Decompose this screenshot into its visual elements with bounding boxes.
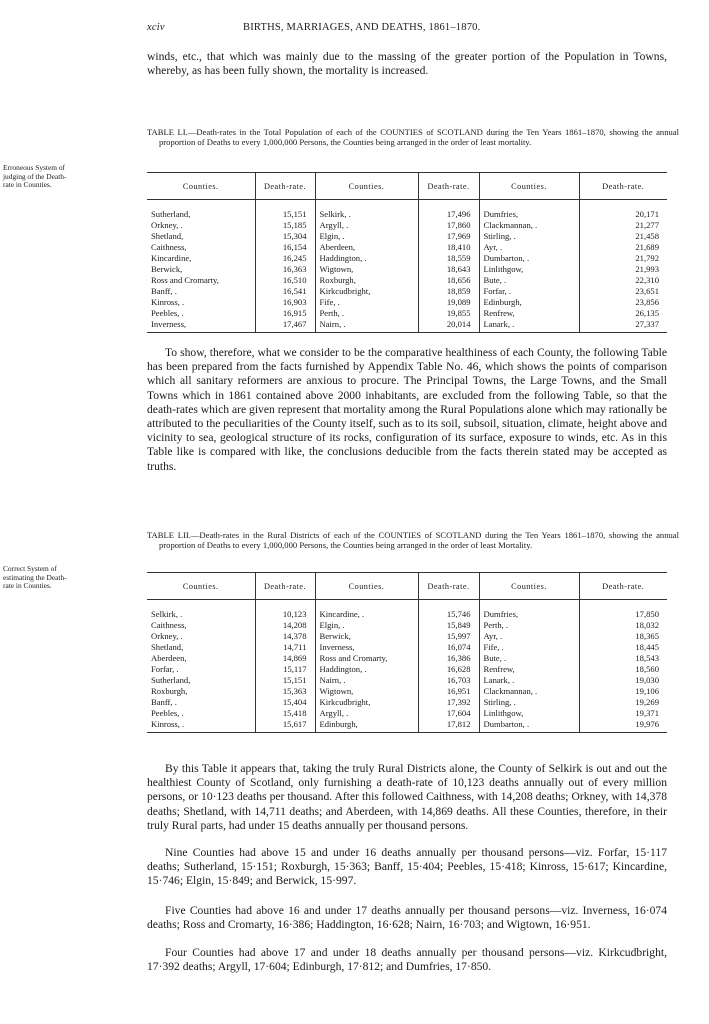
county-cell: Bute, . bbox=[479, 275, 579, 286]
table-row bbox=[147, 708, 667, 719]
county-cell: Lanark, . bbox=[479, 319, 579, 333]
death-rate-cell: 23,651 bbox=[579, 286, 667, 297]
county-cell: Ayr, . bbox=[479, 242, 579, 253]
death-rate-cell: 18,560 bbox=[579, 664, 667, 675]
county-cell: Kirkcudbright, bbox=[315, 286, 418, 297]
death-rate-cell: 16,703 bbox=[418, 675, 479, 686]
county-cell: Dumfries, bbox=[479, 609, 579, 620]
death-rate-cell: 15,185 bbox=[255, 220, 315, 231]
county-cell: Inverness, bbox=[147, 319, 255, 333]
county-cell: Peebles, . bbox=[151, 308, 184, 318]
table-row bbox=[147, 209, 667, 220]
death-rate-cell: 18,656 bbox=[418, 275, 479, 286]
death-rate-cell: 15,117 bbox=[255, 664, 315, 675]
column-header: Death-rate. bbox=[418, 573, 479, 600]
death-rate-cell: 17,496 bbox=[418, 209, 479, 220]
county-cell: Caithness, bbox=[151, 242, 187, 252]
intro-paragraph: winds, etc., that which was mainly due to the massing of the greater portion of the Population in Towns, whereby, as has been fully shown, the mortality is increased. bbox=[147, 50, 667, 78]
death-rate-cell: 17,392 bbox=[418, 697, 479, 708]
death-rate-cell: 14,711 bbox=[255, 642, 315, 653]
table-row bbox=[147, 686, 667, 697]
death-rate-cell: 15,746 bbox=[418, 609, 479, 620]
county-cell: Berwick, bbox=[315, 631, 418, 642]
death-rate-cell: 26,135 bbox=[579, 308, 667, 319]
county-cell: Dumbarton, . bbox=[479, 253, 579, 264]
county-cell: Dumfries, bbox=[479, 209, 579, 220]
death-rate-cell: 15,363 bbox=[255, 686, 315, 697]
spacer-cell bbox=[255, 200, 315, 210]
nine-counties-paragraph: Nine Counties had above 15 and under 16 deaths annually per thousand persons—viz. Forfar, 15·117 deaths; Sutherland, 15·151; Roxburgh, 15·363; Banff, 15·404; Peebles, 15·418; Kinross, 15·617; Kincardine, 15·746; Elgin, 15·849; and Berwick, 15·997. bbox=[147, 846, 667, 888]
table-row bbox=[147, 653, 667, 664]
running-title: BIRTHS, MARRIAGES, AND DEATHS, 1861–1870. bbox=[243, 22, 481, 33]
county-cell: Kirkcudbright, bbox=[315, 697, 418, 708]
county-cell: Sutherland, bbox=[151, 209, 191, 219]
death-rate-cell: 16,363 bbox=[255, 264, 315, 275]
death-rate-cell: 14,869 bbox=[255, 653, 315, 664]
column-header: Death-rate. bbox=[418, 173, 479, 200]
spacer-cell bbox=[579, 200, 667, 210]
county-cell: Kincardine, . bbox=[315, 609, 418, 620]
death-rate-cell: 18,365 bbox=[579, 631, 667, 642]
death-rate-cell: 16,541 bbox=[255, 286, 315, 297]
county-cell: Linlithgow, bbox=[479, 708, 579, 719]
death-rate-cell: 19,855 bbox=[418, 308, 479, 319]
county-cell: Sutherland, bbox=[151, 675, 191, 685]
county-cell: Haddington, . bbox=[315, 664, 418, 675]
county-cell: Perth, . bbox=[479, 620, 579, 631]
four-counties-paragraph: Four Counties had above 17 and under 18 deaths annually per thousand persons—viz. Kirkcudbright, 17·392 deaths; Argyll, 17·604; Edinburgh, 17·812; and Dumfries, 17·850. bbox=[147, 946, 667, 974]
death-rate-cell: 23,856 bbox=[579, 297, 667, 308]
table-row bbox=[147, 308, 667, 319]
county-cell: Aberdeen, bbox=[315, 242, 418, 253]
table-row bbox=[147, 253, 667, 264]
county-cell: Bute, . bbox=[479, 653, 579, 664]
explanation-paragraph: To show, therefore, what we consider to be the comparative healthiness of each County, the following Table has been prepared from the facts furnished by Appendix Table No. 46, which shows the points of comparison which all sanitary reformers are anxious to procure. The Principal Towns, the Large Towns, and the Small Towns which in 1861 contained above 2000 inhabitants, are excluded from the following Table, so that the death-rates which are given represent that mortality among the Rural Populations alone which may rationally be attributed to the peculiarities of the County itself, such as to its soil, subsoil, situation, climate, height above and vicinity to sea, geological structure of its rocks, configuration of its surface, exposure to winds, etc. As in this Table like is compared with like, the conclusions deducible from the facts therein stated may be accepted as truths. bbox=[147, 346, 668, 473]
county-cell: Roxburgh, bbox=[315, 275, 418, 286]
table-lii bbox=[147, 572, 667, 733]
column-header: Counties. bbox=[147, 173, 255, 200]
county-cell: Ross and Cromarty, bbox=[151, 275, 219, 285]
death-rate-cell: 16,245 bbox=[255, 253, 315, 264]
death-rate-cell: 17,812 bbox=[418, 719, 479, 733]
death-rate-cell: 15,997 bbox=[418, 631, 479, 642]
death-rate-cell: 19,371 bbox=[579, 708, 667, 719]
county-cell: Orkney, . bbox=[151, 631, 183, 641]
spacer-cell bbox=[255, 600, 315, 610]
column-header: Death-rate. bbox=[579, 173, 667, 200]
death-rate-cell: 19,106 bbox=[579, 686, 667, 697]
death-rate-cell: 14,378 bbox=[255, 631, 315, 642]
county-cell: Shetland, bbox=[151, 231, 184, 241]
county-cell: Ross and Cromarty, bbox=[315, 653, 418, 664]
table-row bbox=[147, 697, 667, 708]
table-row bbox=[147, 275, 667, 286]
spacer-cell bbox=[579, 600, 667, 610]
death-rate-cell: 20,171 bbox=[579, 209, 667, 220]
page-number: xciv bbox=[147, 22, 165, 33]
death-rate-cell: 18,559 bbox=[418, 253, 479, 264]
spacer-cell bbox=[418, 600, 479, 610]
county-cell: Roxburgh, bbox=[151, 686, 188, 696]
death-rate-cell: 15,404 bbox=[255, 697, 315, 708]
county-cell: Dumbarton, . bbox=[479, 719, 579, 733]
death-rate-cell: 17,850 bbox=[579, 609, 667, 620]
county-cell: Berwick, bbox=[151, 264, 183, 274]
spacer-cell bbox=[418, 200, 479, 210]
county-cell: Linlithgow, bbox=[479, 264, 579, 275]
county-cell: Banff, . bbox=[151, 286, 177, 296]
death-rate-cell: 15,617 bbox=[255, 719, 315, 733]
county-cell: Forfar, . bbox=[479, 286, 579, 297]
death-rate-cell: 21,993 bbox=[579, 264, 667, 275]
county-cell: Renfrew, bbox=[479, 664, 579, 675]
spacer-cell bbox=[315, 200, 418, 210]
county-cell: Clackmannan, . bbox=[479, 220, 579, 231]
death-rate-cell: 16,154 bbox=[255, 242, 315, 253]
table-lii-caption: TABLE LII.—Death-rates in the Rural Districts of each of the COUNTIES of SCOTLAND during the Ten Years 1861–1870, showing the annual proportion of Deaths to every 1,000,000 Persons, the Counties being arranged in the order of least Mortality. bbox=[147, 530, 679, 551]
county-cell: Argyll, . bbox=[315, 220, 418, 231]
county-cell: Aberdeen, bbox=[151, 653, 187, 663]
county-cell: Elgin, . bbox=[315, 231, 418, 242]
county-cell: Fife, . bbox=[315, 297, 418, 308]
county-cell: Argyll, . bbox=[315, 708, 418, 719]
death-rate-cell: 16,951 bbox=[418, 686, 479, 697]
county-cell: Elgin, . bbox=[315, 620, 418, 631]
table-li bbox=[147, 172, 667, 333]
column-header: Death-rate. bbox=[255, 573, 315, 600]
spacer-cell bbox=[315, 600, 418, 610]
death-rate-cell: 16,386 bbox=[418, 653, 479, 664]
death-rate-cell: 19,269 bbox=[579, 697, 667, 708]
death-rate-cell: 15,849 bbox=[418, 620, 479, 631]
death-rate-cell: 15,304 bbox=[255, 231, 315, 242]
table-li-caption: TABLE LI.—Death-rates in the Total Population of each of the COUNTIES of SCOTLAND during the Ten Years 1861–1870, showing the annual proportion of Deaths to every 1,000,000 Persons, the Counties being arranged in the order of least mortality. bbox=[147, 127, 679, 148]
death-rate-cell: 19,976 bbox=[579, 719, 667, 733]
county-cell: Nairn, . bbox=[315, 319, 418, 333]
county-cell: Shetland, bbox=[151, 642, 184, 652]
county-cell: Caithness, bbox=[151, 620, 187, 630]
spacer-cell bbox=[479, 200, 579, 210]
death-rate-cell: 20,014 bbox=[418, 319, 479, 333]
county-cell: Selkirk, . bbox=[315, 209, 418, 220]
death-rate-cell: 18,445 bbox=[579, 642, 667, 653]
death-rate-cell: 18,032 bbox=[579, 620, 667, 631]
county-cell: Inverness, bbox=[315, 642, 418, 653]
table-row bbox=[147, 642, 667, 653]
death-rate-cell: 16,903 bbox=[255, 297, 315, 308]
table-li-sidenote: Erroneous System of judging of the Death-rate in Counties. bbox=[3, 163, 67, 190]
county-cell: Lanark, . bbox=[479, 675, 579, 686]
table-lii-sidenote: Correct System of estimating the Death-rate in Counties. bbox=[3, 564, 67, 591]
death-rate-cell: 16,510 bbox=[255, 275, 315, 286]
selkirk-paragraph: By this Table it appears that, taking the truly Rural Districts alone, the County of Selkirk is out and out the healthiest County of Scotland, only furnishing a death-rate of 10,123 deaths annually out of every million persons, or 10·123 deaths per thousand. After this followed Caithness, with 14,208 deaths; Orkney, with 14,378 deaths; Shetland, with 14,711 deaths; and Aberdeen, with 14,869 deaths. All these Counties, therefore, in their truly Rural parts, had under 15 deaths annually per thousand persons. bbox=[147, 762, 667, 832]
death-rate-cell: 19,089 bbox=[418, 297, 479, 308]
table-row bbox=[147, 319, 667, 333]
spacer-cell bbox=[479, 600, 579, 610]
death-rate-cell: 15,418 bbox=[255, 708, 315, 719]
table-header-row bbox=[147, 173, 667, 200]
spacer-cell bbox=[147, 600, 255, 610]
county-cell: Edinburgh, bbox=[315, 719, 418, 733]
death-rate-cell: 27,337 bbox=[579, 319, 667, 333]
spacer-cell bbox=[147, 200, 255, 210]
table-spacer-row bbox=[147, 600, 667, 610]
death-rate-cell: 15,151 bbox=[255, 209, 315, 220]
county-cell: Wigtown, bbox=[315, 264, 418, 275]
death-rate-cell: 17,467 bbox=[255, 319, 315, 333]
county-cell: Haddington, . bbox=[315, 253, 418, 264]
table-row bbox=[147, 242, 667, 253]
column-header: Counties. bbox=[315, 573, 418, 600]
table-spacer-row bbox=[147, 200, 667, 210]
column-header: Counties. bbox=[315, 173, 418, 200]
county-cell: Peebles, . bbox=[151, 708, 184, 718]
death-rate-cell: 22,310 bbox=[579, 275, 667, 286]
county-cell: Stirling, . bbox=[479, 231, 579, 242]
death-rate-cell: 14,208 bbox=[255, 620, 315, 631]
column-header: Death-rate. bbox=[255, 173, 315, 200]
table-row bbox=[147, 231, 667, 242]
death-rate-cell: 17,604 bbox=[418, 708, 479, 719]
county-cell: Nairn, . bbox=[315, 675, 418, 686]
county-cell: Forfar, . bbox=[151, 664, 179, 674]
county-cell: Clackmannan, . bbox=[479, 686, 579, 697]
death-rate-cell: 21,792 bbox=[579, 253, 667, 264]
five-counties-paragraph: Five Counties had above 16 and under 17 deaths annually per thousand persons—viz. Inverness, 16·074 deaths; Ross and Cromarty, 16·386; Haddington, 16·628; Nairn, 16·703; and Wigtown, 16·951. bbox=[147, 904, 667, 932]
table-row bbox=[147, 620, 667, 631]
county-cell: Fife, . bbox=[479, 642, 579, 653]
death-rate-cell: 17,860 bbox=[418, 220, 479, 231]
table-row bbox=[147, 609, 667, 620]
table-row bbox=[147, 286, 667, 297]
column-header: Death-rate. bbox=[579, 573, 667, 600]
county-cell: Kinross, . bbox=[147, 719, 255, 733]
table-row bbox=[147, 664, 667, 675]
county-cell: Perth, . bbox=[315, 308, 418, 319]
column-header: Counties. bbox=[479, 173, 579, 200]
county-cell: Ayr, . bbox=[479, 631, 579, 642]
death-rate-cell: 18,543 bbox=[579, 653, 667, 664]
death-rate-cell: 21,458 bbox=[579, 231, 667, 242]
county-cell: Kincardine, bbox=[151, 253, 192, 263]
death-rate-cell: 15,151 bbox=[255, 675, 315, 686]
county-cell: Banff, . bbox=[151, 697, 177, 707]
death-rate-cell: 19,030 bbox=[579, 675, 667, 686]
death-rate-cell: 17,969 bbox=[418, 231, 479, 242]
column-header: Counties. bbox=[147, 573, 255, 600]
county-cell: Orkney, . bbox=[151, 220, 183, 230]
county-cell: Edinburgh, bbox=[479, 297, 579, 308]
table-row bbox=[147, 675, 667, 686]
death-rate-cell: 16,074 bbox=[418, 642, 479, 653]
death-rate-cell: 18,410 bbox=[418, 242, 479, 253]
county-cell: Wigtown, bbox=[315, 686, 418, 697]
table-row bbox=[147, 297, 667, 308]
county-cell: Renfrew, bbox=[479, 308, 579, 319]
table-row bbox=[147, 220, 667, 231]
county-cell: Stirling, . bbox=[479, 697, 579, 708]
death-rate-cell: 21,277 bbox=[579, 220, 667, 231]
death-rate-cell: 18,859 bbox=[418, 286, 479, 297]
table-row bbox=[147, 631, 667, 642]
table-row bbox=[147, 264, 667, 275]
death-rate-cell: 16,628 bbox=[418, 664, 479, 675]
death-rate-cell: 18,643 bbox=[418, 264, 479, 275]
death-rate-cell: 10,123 bbox=[255, 609, 315, 620]
county-cell: Kinross, . bbox=[151, 297, 185, 307]
death-rate-cell: 16,915 bbox=[255, 308, 315, 319]
column-header: Counties. bbox=[479, 573, 579, 600]
table-row bbox=[147, 719, 667, 733]
county-cell: Selkirk, . bbox=[151, 609, 183, 619]
table-header-row bbox=[147, 573, 667, 600]
death-rate-cell: 21,689 bbox=[579, 242, 667, 253]
